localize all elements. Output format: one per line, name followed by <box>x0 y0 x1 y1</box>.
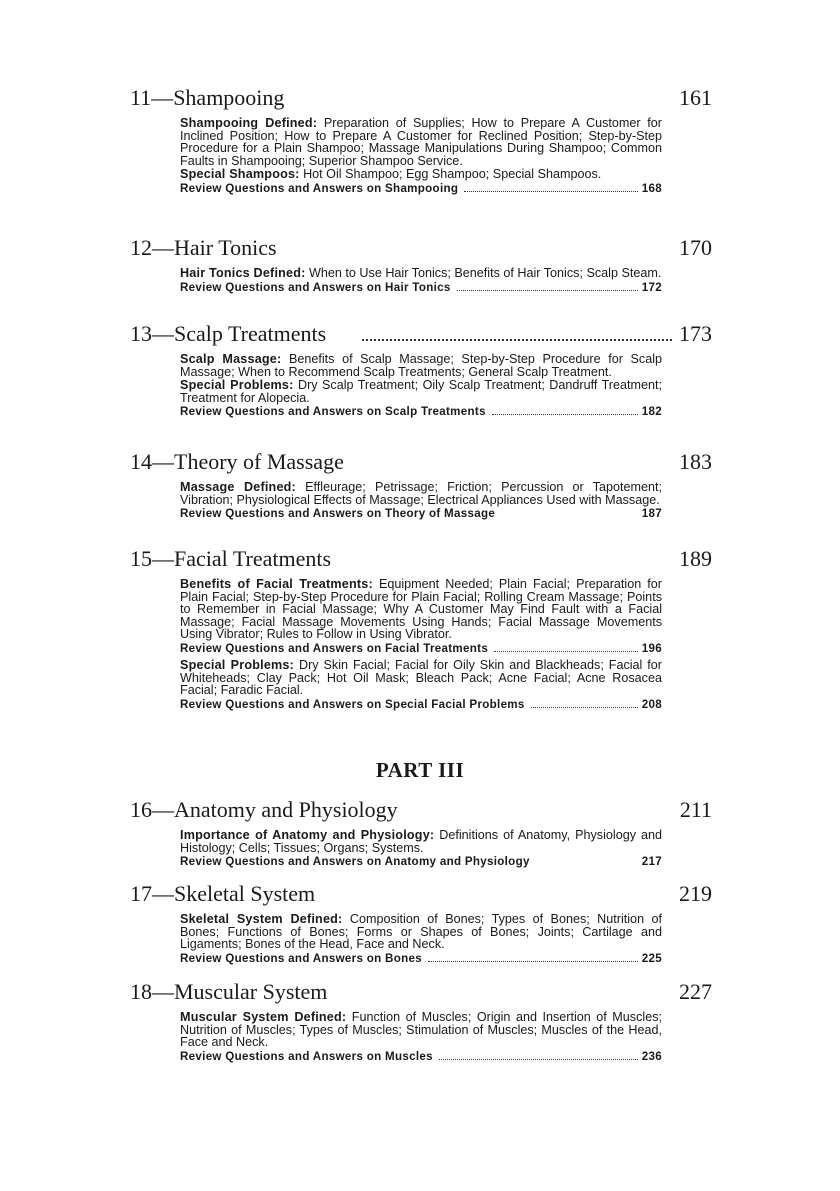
review-line <box>180 182 662 195</box>
topic-text: Effleurage; Petrissage; Friction; Percussion or Tapotement; Vibration; Physiological Effects of Massage; Electrical Appliances Used with Massage. <box>180 480 662 507</box>
chapter-number: 12— <box>130 235 174 260</box>
topic-paragraph <box>180 659 662 697</box>
review-page: 196 <box>641 641 662 655</box>
topic-label: Shampooing Defined: <box>180 116 318 130</box>
chapter-contents <box>180 481 662 520</box>
chapter-16 <box>130 796 712 868</box>
dot-leader <box>464 191 638 192</box>
review-page: 168 <box>641 181 662 195</box>
review-line <box>180 281 662 294</box>
review-title: Review Questions and Answers on Facial Treatments <box>180 641 489 655</box>
review-page: 187 <box>641 507 662 521</box>
chapter-14 <box>130 448 712 520</box>
chapter-number: 15— <box>130 546 174 571</box>
dot-leader <box>362 339 672 341</box>
topic-paragraph <box>180 913 662 951</box>
chapter-contents <box>180 913 662 965</box>
chapter-heading <box>130 545 712 573</box>
review-page: 172 <box>641 280 662 294</box>
dot-leader <box>531 707 638 708</box>
topic-text: Dry Skin Facial; Facial for Oily Skin and Blackheads; Facial for Whiteheads; Clay Pack; Hot Oil Mask; Bleach Pack; Acne Facial; Acne Rosacea Facial; Faradic Facial. <box>180 657 662 698</box>
chapter-title: Theory of Massage <box>174 449 344 474</box>
chapter-contents <box>180 829 662 868</box>
chapter-page: 183 <box>679 449 712 474</box>
chapter-number: 11— <box>130 85 174 110</box>
chapter-11 <box>130 84 712 195</box>
topic-paragraph <box>180 1011 662 1049</box>
topic-paragraph <box>180 379 662 404</box>
review-line <box>180 855 662 868</box>
review-title: Review Questions and Answers on Hair Tonics <box>180 280 451 294</box>
chapter-number: 13— <box>130 321 174 346</box>
review-page: 182 <box>641 405 662 419</box>
chapter-12 <box>130 234 712 294</box>
review-title: Review Questions and Answers on Anatomy and Physiology <box>180 855 530 869</box>
review-page: 236 <box>641 1049 662 1063</box>
chapter-page: 227 <box>679 979 712 1004</box>
chapter-title: Muscular System <box>174 979 328 1004</box>
topic-text: Composition of Bones; Types of Bones; Nutrition of Bones; Functions of Bones; Forms or Shapes of Bones; Joints; Cartilage and Ligaments; Bones of the Head, Face and Neck. <box>180 912 662 952</box>
chapter-contents <box>180 267 662 294</box>
topic-label: Scalp Massage: <box>180 352 282 366</box>
chapter-15 <box>130 545 712 711</box>
review-title: Review Questions and Answers on Scalp Treatments <box>180 405 486 419</box>
chapter-number: 18— <box>130 979 174 1004</box>
chapter-page: 161 <box>679 85 712 110</box>
chapter-title: Anatomy and Physiology <box>174 797 398 822</box>
topic-label: Benefits of Facial Treatments: <box>180 577 373 591</box>
review-page: 225 <box>641 951 662 965</box>
chapter-title: Shampooing <box>173 85 285 110</box>
review-title: Review Questions and Answers on Shampooing <box>180 181 459 195</box>
chapter-page: 211 <box>679 797 712 822</box>
review-title: Review Questions and Answers on Muscles <box>180 1049 433 1063</box>
topic-label: Special Shampoos: <box>180 167 300 182</box>
topic-text: Hot Oil Shampoo; Egg Shampoo; Special Shampoos. <box>299 167 602 182</box>
chapter-contents <box>180 117 662 195</box>
chapter-title: Facial Treatments <box>174 546 332 571</box>
chapter-17 <box>130 880 712 965</box>
topic-text: Function of Muscles; Origin and Insertion of Muscles; Nutrition of Muscles; Types of Muscles; Stimulation of Muscles; Muscles of the Head, Face and Neck. <box>180 1010 662 1050</box>
review-line <box>180 405 662 418</box>
chapter-page: 189 <box>679 546 712 571</box>
topic-text: When to Use Hair Tonics; Benefits of Hair Tonics; Scalp Steam. <box>305 266 662 280</box>
chapter-page: 173 <box>679 321 712 346</box>
chapter-13 <box>130 320 712 418</box>
chapter-title: Scalp Treatments <box>174 321 327 346</box>
review-line <box>180 1050 662 1063</box>
topic-label: Skeletal System Defined: <box>180 912 343 926</box>
topic-label: Special Problems: <box>180 378 294 393</box>
topic-paragraph <box>180 117 662 167</box>
chapter-page: 170 <box>679 235 712 260</box>
chapter-number: 14— <box>130 449 174 474</box>
dot-leader <box>492 414 638 415</box>
topic-text: Preparation of Supplies; How to Prepare A Customer for Inclined Position; How to Prepare A Customer for Reclined Position; Step-by-Step Procedure for a Plain Shampoo; Massage Manipulations During Shampoo; Common Faults in Shampooing; Superior Shampoo Service. <box>180 116 662 168</box>
review-line <box>180 642 662 655</box>
topic-label: Massage Defined: <box>180 480 296 494</box>
topic-text: Benefits of Scalp Massage; Step-by-Step Procedure for Scalp Massage; When to Recommend Scalp Treatments; General Scalp Treatment. <box>180 352 662 379</box>
topic-paragraph <box>180 481 662 506</box>
chapter-contents <box>180 353 662 418</box>
topic-paragraph <box>180 578 662 641</box>
dot-leader <box>439 1059 638 1060</box>
chapter-heading <box>130 320 712 348</box>
topic-text: Equipment Needed; Plain Facial; Preparation for Plain Facial; Step-by-Step Procedure for Plain Facial; Rolling Cream Massage; Points to Remember in Facial Massage; Why A Customer May Find Fault with a Facial Massage; Facial Massage Movements Using Hands; Facial Massage Movements Using Vibrator; Rules to Follow in Using Vibrator. <box>180 577 662 642</box>
topic-paragraph <box>180 168 662 181</box>
topic-paragraph <box>180 829 662 854</box>
chapter-page: 219 <box>679 881 712 906</box>
dot-leader <box>457 290 638 291</box>
review-title: Review Questions and Answers on Special Facial Problems <box>180 697 525 711</box>
chapter-title: Hair Tonics <box>174 235 277 260</box>
review-line <box>180 698 662 711</box>
dot-leader <box>428 961 638 962</box>
dot-leader <box>494 651 638 652</box>
chapter-contents <box>180 578 662 711</box>
topic-text: Dry Scalp Treatment; Oily Scalp Treatment; Dandruff Treatment; Treatment for Alopecia. <box>180 378 662 405</box>
chapter-heading <box>130 448 712 476</box>
topic-label: Hair Tonics Defined: <box>180 266 306 280</box>
chapter-number: 17— <box>130 881 174 906</box>
review-line <box>180 952 662 965</box>
review-page: 217 <box>641 855 662 869</box>
review-line <box>180 507 662 520</box>
chapter-heading <box>130 978 712 1006</box>
review-title: Review Questions and Answers on Theory of Massage <box>180 507 496 521</box>
topic-label: Muscular System Defined: <box>180 1010 347 1024</box>
topic-paragraph <box>180 353 662 378</box>
part-heading: PART III <box>375 758 465 782</box>
chapter-heading <box>130 234 712 262</box>
review-page: 208 <box>641 697 662 711</box>
topic-paragraph <box>180 267 662 280</box>
chapter-heading <box>130 796 712 824</box>
chapter-title: Skeletal System <box>174 881 316 906</box>
topic-label: Special Problems: <box>180 657 295 672</box>
topic-text: Definitions of Anatomy, Physiology and Histology; Cells; Tissues; Organs; Systems. <box>180 828 663 855</box>
chapter-heading <box>130 84 712 112</box>
topic-label: Importance of Anatomy and Physiology: <box>180 828 435 842</box>
review-title: Review Questions and Answers on Bones <box>180 951 422 965</box>
chapter-number: 16— <box>130 797 174 822</box>
chapter-contents <box>180 1011 662 1063</box>
chapter-heading <box>130 880 712 908</box>
chapter-18 <box>130 978 712 1063</box>
